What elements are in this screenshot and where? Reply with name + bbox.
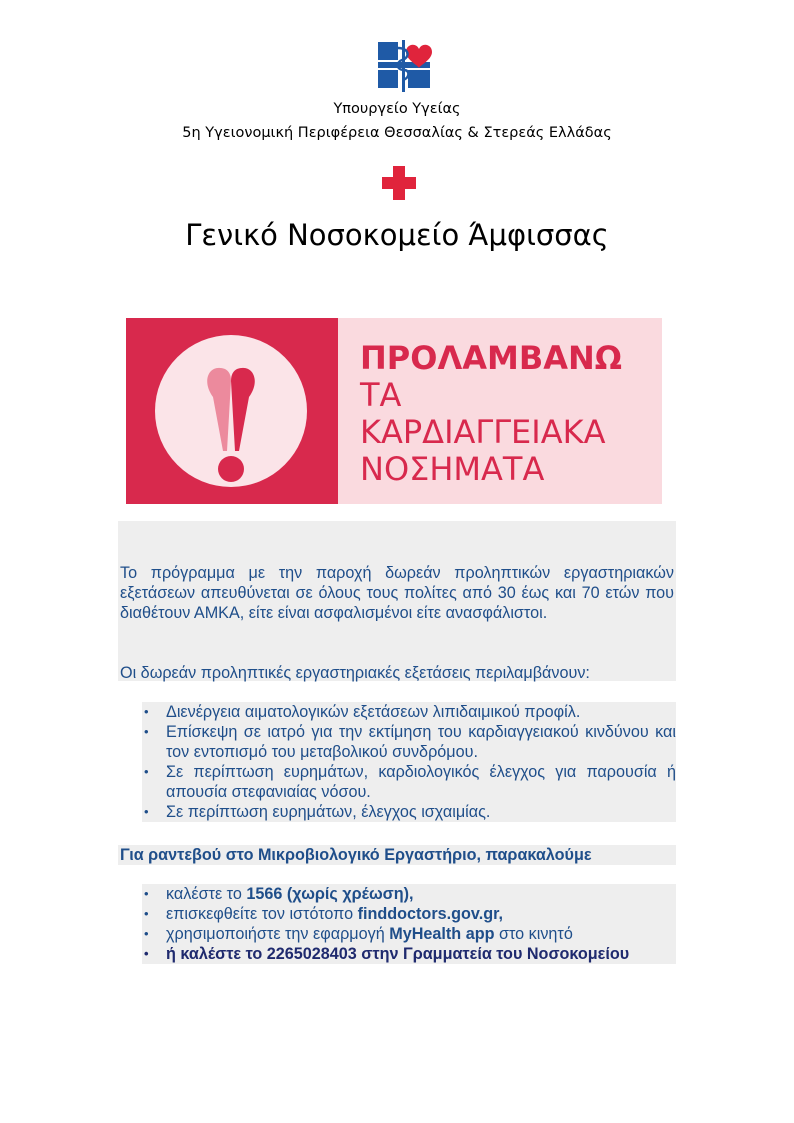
- ministry-name: Υπουργείο Υγείας: [333, 101, 461, 117]
- secretariat-item: • ή καλέστε το 2265028403 στην Γραμματεία του Νοσοκομείου: [142, 944, 676, 964]
- exams-list: [142, 702, 676, 822]
- list-item: • Σε περίπτωση ευρημάτων, έλεγχος ισχαιμίας.: [142, 802, 676, 822]
- banner-line-2: ΤΑ: [360, 376, 402, 414]
- health-region-name: 5η Υγειονομική Περιφέρεια Θεσσαλίας & Στερεάς Ελλάδας: [182, 125, 612, 141]
- website-link[interactable]: finddoctors.gov.gr,: [357, 905, 503, 923]
- banner-line-4: ΝΟΣΗΜΑΤΑ: [360, 450, 545, 488]
- ministry-logo: [376, 38, 438, 94]
- campaign-banner: [126, 318, 662, 504]
- hospital-name: Γενικό Νοσοκομείο Άμφισσας: [185, 218, 609, 252]
- exams-lead-in: Οι δωρεάν προληπτικές εργαστηριακές εξετάσεις περιλαμβάνουν:: [120, 664, 590, 682]
- appointment-options: [142, 884, 676, 964]
- phone-1566[interactable]: 1566 (χωρίς χρέωση),: [246, 885, 414, 903]
- banner-title: [360, 340, 622, 488]
- app-item: • χρησιμοποιήστε την εφαρμογή MyHealth app στο κινητό: [142, 924, 676, 944]
- banner-line-3: ΚΑΡΔΙΑΓΓΕΙΑΚΑ: [360, 413, 606, 451]
- intro-paragraph: Το πρόγραμμα με την παροχή δωρεάν προληπτικών εργαστηριακών εξετάσεων απευθύνεται σε όλους τους πολίτες από 30 έως και 70 ετών που διαθέτουν ΑΜΚΑ, είτε είναι ασφαλισμένοι είτε ανασφάλιστοι.: [120, 564, 674, 622]
- red-cross-icon: [380, 164, 418, 202]
- program-intro: [118, 521, 676, 681]
- secretariat-phone[interactable]: ή καλέστε το 2265028403 στην Γραμματεία του Νοσοκομείου: [166, 945, 630, 963]
- website-item: • επισκεφθείτε τον ιστότοπο finddoctors.gov.gr,: [142, 904, 676, 924]
- banner-icon-panel: [126, 318, 338, 504]
- myhealth-app: MyHealth app: [389, 925, 495, 943]
- list-item: • Επίσκεψη σε ιατρό για την εκτίμηση του καρδιαγγειακού κινδύνου και τον εντοπισμό του μεταβολικού συνδρόμου.: [144, 723, 676, 761]
- call-number-item: • καλέστε το 1566 (χωρίς χρέωση),: [142, 884, 676, 904]
- list-item: • Διενέργεια αιματολογικών εξετάσεων λιπιδαιμικού προφίλ.: [142, 702, 676, 722]
- banner-circle: [155, 335, 307, 487]
- exclamation-heart-icon: [155, 335, 307, 487]
- list-item: • Σε περίπτωση ευρημάτων, καρδιολογικός έλεγχος για παρουσία ή απουσία στεφανιαίας νόσου.: [144, 763, 676, 801]
- appointment-heading: Για ραντεβού στο Μικροβιολογικό Εργαστήριο, παρακαλούμε: [118, 845, 676, 865]
- banner-line-1: ΠΡΟΛΑΜΒΑΝΩ: [360, 339, 622, 377]
